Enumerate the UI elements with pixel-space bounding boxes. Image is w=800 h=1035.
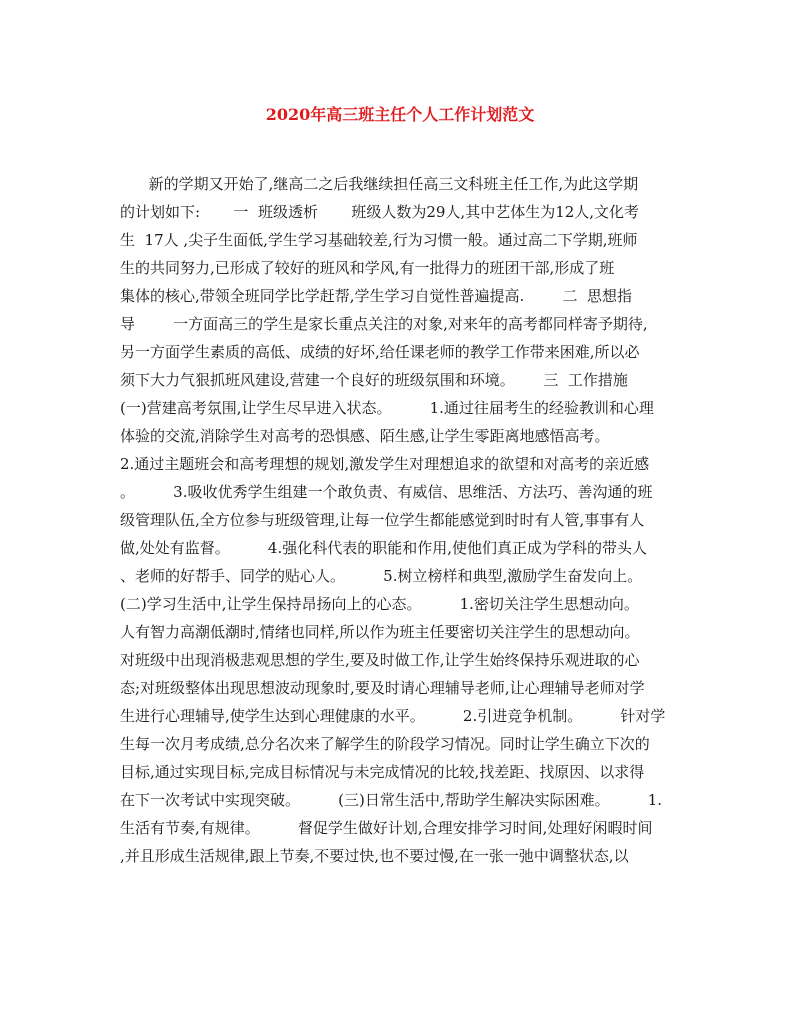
body-line: 级管理队伍,全方位参与班级管理,让每一位学生都能感觉到时时有人管,事事有人: [120, 511, 645, 529]
body-line: (二)学习生活中,让学生保持昂扬向上的心态。 1.密切关注学生思想动向。: [120, 595, 639, 613]
body-line: (一)营建高考氛围,让学生尽早进入状态。 1.通过往届考生的经验教训和心理: [120, 399, 654, 417]
body-line: 另一方面学生素质的高低、成绩的好坏,给任课老师的教学工作带来困难,所以必: [120, 343, 640, 361]
body-line: 生进行心理辅导,使学生达到心理健康的水平。 2.引进竞争机制。 针对学: [120, 707, 666, 725]
body-line: 人有智力高潮低潮时,情绪也同样,所以作为班主任要密切关注学生的思想动向。: [120, 623, 640, 641]
body-line: 须下大力气狠抓班风建设,营建一个良好的班级氛围和环境。 三 工作措施: [120, 371, 628, 389]
body-line: 。 3.吸收优秀学生组建一个敢负责、有威信、思维活、方法巧、善沟通的班: [120, 483, 653, 501]
body-line: 生 17人 ,尖子生面低,学生学习基础较差,行为习惯一般。通过高二下学期,班师: [120, 231, 638, 249]
body-line: 生的共同努力,已形成了较好的班风和学风,有一批得力的班团干部,形成了班: [120, 259, 615, 277]
body-line: 导 一方面高三的学生是家长重点关注的对象,对来年的高考都同样寄予期待,: [120, 315, 648, 333]
body-line: 体验的交流,消除学生对高考的恐惧感、陌生感,让学生零距离地感悟高考。: [120, 427, 610, 445]
body-line: 集体的核心,带领全班同学比学赶帮,学生学习自觉性普遍提高. 二 思想指: [120, 287, 632, 305]
body-line: ,并且形成生活规律,跟上节奏,不要过快,也不要过慢,在一张一弛中调整状态,以: [120, 847, 629, 865]
body-line: 目标,通过实现目标,完成目标情况与未完成情况的比较,找差距、找原因、以求得: [120, 763, 645, 781]
document-title: 2020年高三班主任个人工作计划范文: [265, 105, 535, 124]
body-line: 态;对班级整体出现思想波动现象时,要及时请心理辅导老师,让心理辅导老师对学: [120, 679, 645, 697]
body-line: 、老师的好帮手、同学的贴心人。 5.树立榜样和典型,激励学生奋发向上。: [120, 567, 643, 585]
body-line: 新的学期又开始了,继高二之后我继续担任高三文科班主任工作,为此这学期: [120, 175, 639, 193]
body-line: 的计划如下: 一 班级透析 班级人数为29人,其中艺体生为12人,文化考: [120, 203, 640, 221]
document-body: [120, 170, 680, 870]
body-line: 对班级中出现消极悲观思想的学生,要及时做工作,让学生始终保持乐观进取的心: [120, 651, 640, 669]
body-line: 做,处处有监督。 4.强化科代表的职能和作用,使他们真正成为学科的带头人: [120, 539, 647, 557]
body-line: 在下一次考试中实现突破。 (三)日常生活中,帮助学生解决实际困难。 1.: [120, 791, 663, 809]
body-line: 生每一次月考成绩,总分名次来了解学生的阶段学习情况。同时让学生确立下次的: [120, 735, 650, 753]
body-line: 2.通过主题班会和高考理想的规划,激发学生对理想追求的欲望和对高考的亲近感: [120, 455, 650, 473]
body-line: 生活有节奏,有规律。 督促学生做好计划,合理安排学习时间,处理好闲暇时间: [120, 819, 653, 837]
